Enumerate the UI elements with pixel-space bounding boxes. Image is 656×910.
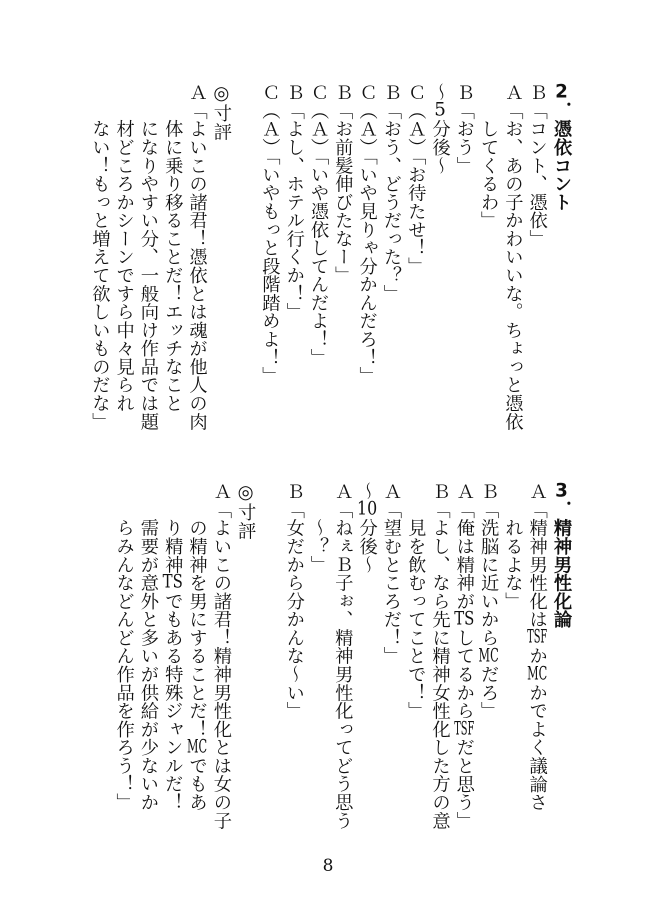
dialogue-line: Ａ「精神男性化はTSFかMCかでよく議論さ	[526, 482, 548, 812]
review-line: になりやすい分、一般向け作品では題	[137, 83, 159, 431]
blank-column	[257, 482, 281, 830]
dialogue-line: れるよな」	[502, 482, 524, 611]
section-title: 2．憑依コント	[551, 83, 572, 212]
dialogue-line: Ａ「お、あの子かわいいな。ちょっと憑依	[502, 83, 524, 431]
dialogue-line: 〜10分後〜	[356, 482, 378, 574]
section-3-skit	[111, 482, 573, 830]
review-heading: ◎寸評	[235, 482, 257, 540]
review-line: Ａ「よいこの諸君！憑依とは魂が他人の肉	[186, 83, 208, 431]
blank-column	[233, 83, 257, 431]
page-number: 8	[322, 856, 334, 876]
dialogue-line: Ｂ「お前髪伸びたなー」	[332, 83, 354, 285]
dialogue-line: Ｃ（Ａ）「いや憑依してんだよ！」	[308, 83, 330, 367]
dialogue-line: Ｂ「おう、どうだった？」	[380, 83, 402, 303]
dialogue-line: Ｂ「おう」	[453, 83, 475, 175]
review-line: の精神を男にすることだ！MCでもあ	[186, 482, 208, 812]
dialogue-line: 〜5分後〜	[429, 83, 451, 175]
dialogue-line: Ｃ（Ａ）「いや見りゃ分かんだろ！」	[356, 83, 378, 385]
review-line: 材どころかシーンですら中々見られ	[113, 83, 135, 413]
dialogue-line: Ａ「ねぇＢ子ぉ、精神男性化ってどう思う	[332, 482, 354, 830]
dialogue-line: Ｂ「よし、ホテル行くか！」	[283, 83, 305, 321]
dialogue-line: してくるわ」	[478, 83, 500, 230]
dialogue-line: Ｂ「洗脳に近いからMCだろ」	[478, 482, 500, 720]
dialogue-line: Ｂ「女だから分かんな〜い」	[283, 482, 305, 720]
review-heading: ◎寸評	[210, 83, 232, 141]
dialogue-line: Ａ「望むところだ！」	[380, 482, 402, 665]
section-2-skit	[87, 83, 573, 431]
dialogue-line: Ｂ「よし、なら先に精神女性化した方の意	[429, 482, 451, 830]
dialogue-line: Ａ「俺は精神がTSしてるからTSFだと思う」	[453, 482, 475, 830]
review-line: 体に乗り移ることだ！エッチなこと	[162, 83, 184, 413]
review-line: ない！もっと増えて欲しいものだな」	[89, 83, 111, 431]
dialogue-line: Ｃ（Ａ）「いやもっと段階踏めよ！」	[259, 83, 281, 385]
dialogue-line: 〜？」	[308, 482, 330, 574]
review-line: Ａ「よいこの諸君！精神男性化とは女の子	[210, 482, 232, 830]
review-line: らみんなどんどん作品を作ろう！」	[113, 482, 135, 812]
dialogue-line: 見を飲むってことで！」	[405, 482, 427, 720]
section-title: 3．精神男性化論	[551, 482, 572, 629]
review-line: 需要が意外と多いが供給が少ないか	[137, 482, 159, 812]
dialogue-line: Ｃ（Ａ）「お待たせ！」	[405, 83, 427, 276]
review-line: り精神TSでもある特殊ジャンルだ！	[162, 482, 184, 812]
dialogue-line: Ｂ「コント、憑依」	[526, 83, 548, 248]
